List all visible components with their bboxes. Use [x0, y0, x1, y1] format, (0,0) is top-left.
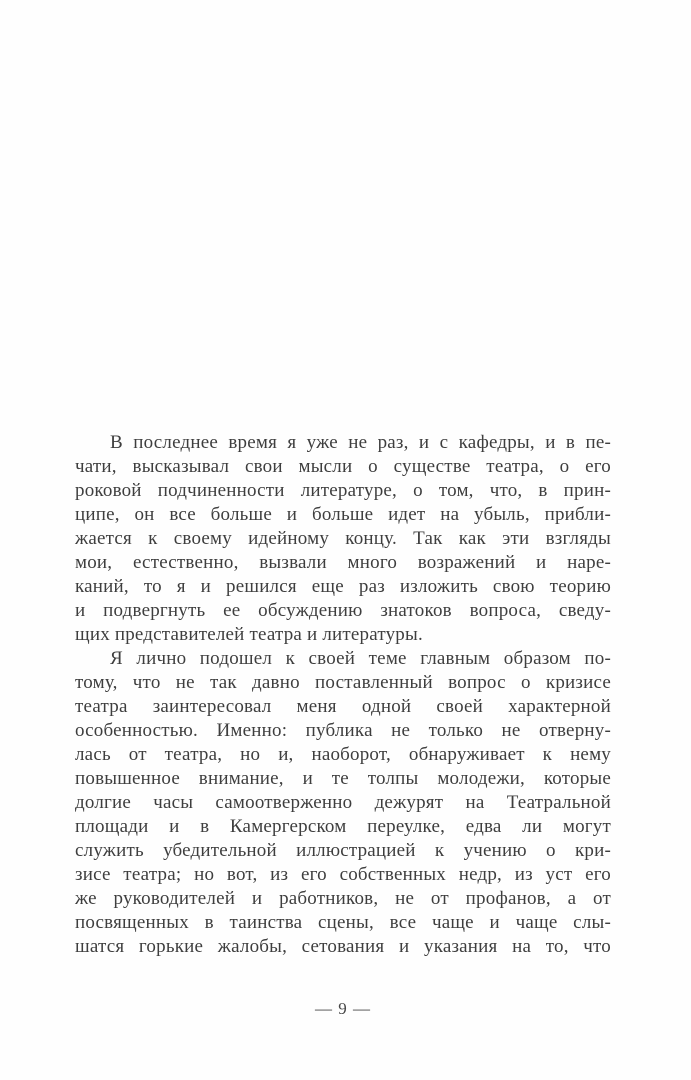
text-line: посвященных в таинства сцены, все чаще и чаще слы-	[75, 912, 611, 933]
text-line: зисе театра; но вот, из его собственных недр, из уст его	[75, 864, 611, 885]
paragraph	[75, 431, 611, 647]
text-line: особенностью. Именно: публика не только не отверну-	[75, 720, 611, 741]
text-line: долгие часы самоотверженно дежурят на Театральной	[75, 792, 611, 813]
text-line: роковой подчиненности литературе, о том, что, в прин-	[75, 480, 611, 501]
text-line: тому, что не так давно поставленный вопрос о кризисе	[75, 672, 611, 693]
text-line: ципе, он все больше и больше идет на убыль, прибли-	[75, 504, 611, 525]
text-line: Я лично подошел к своей теме главным образом по-	[110, 648, 611, 669]
text-line: В последнее время я уже не раз, и с кафедры, и в пе-	[110, 432, 611, 453]
text-line: повышенное внимание, и те толпы молодежи, которые	[75, 768, 611, 789]
text-line: шатся горькие жалобы, сетования и указания на то, что	[75, 936, 611, 957]
text-line: театра заинтересовал меня одной своей характерной	[75, 696, 611, 717]
body-text	[75, 431, 611, 959]
text-line: и подвергнуть ее обсуждению знатоков вопроса, сведу-	[75, 600, 611, 621]
text-line: служить убедительной иллюстрацией к учению о кри-	[75, 840, 611, 861]
page-number: — 9 —	[315, 999, 371, 1018]
paragraph	[75, 647, 611, 959]
text-line: жается к своему идейному концу. Так как эти взгляды	[75, 528, 611, 549]
text-line: лась от театра, но и, наоборот, обнаруживает к нему	[75, 744, 611, 765]
text-line: каний, то я и решился еще раз изложить свою теорию	[75, 576, 611, 597]
text-line: чати, высказывал свои мысли о существе театра, о его	[75, 456, 611, 477]
text-line: площади и в Камергерском переулке, едва ли могут	[75, 816, 611, 837]
text-line: же руководителей и работников, не от профанов, а от	[75, 888, 611, 909]
text-line: мои, естественно, вызвали много возражений и наре-	[75, 552, 611, 573]
text-line: щих представителей театра и литературы.	[75, 624, 423, 645]
